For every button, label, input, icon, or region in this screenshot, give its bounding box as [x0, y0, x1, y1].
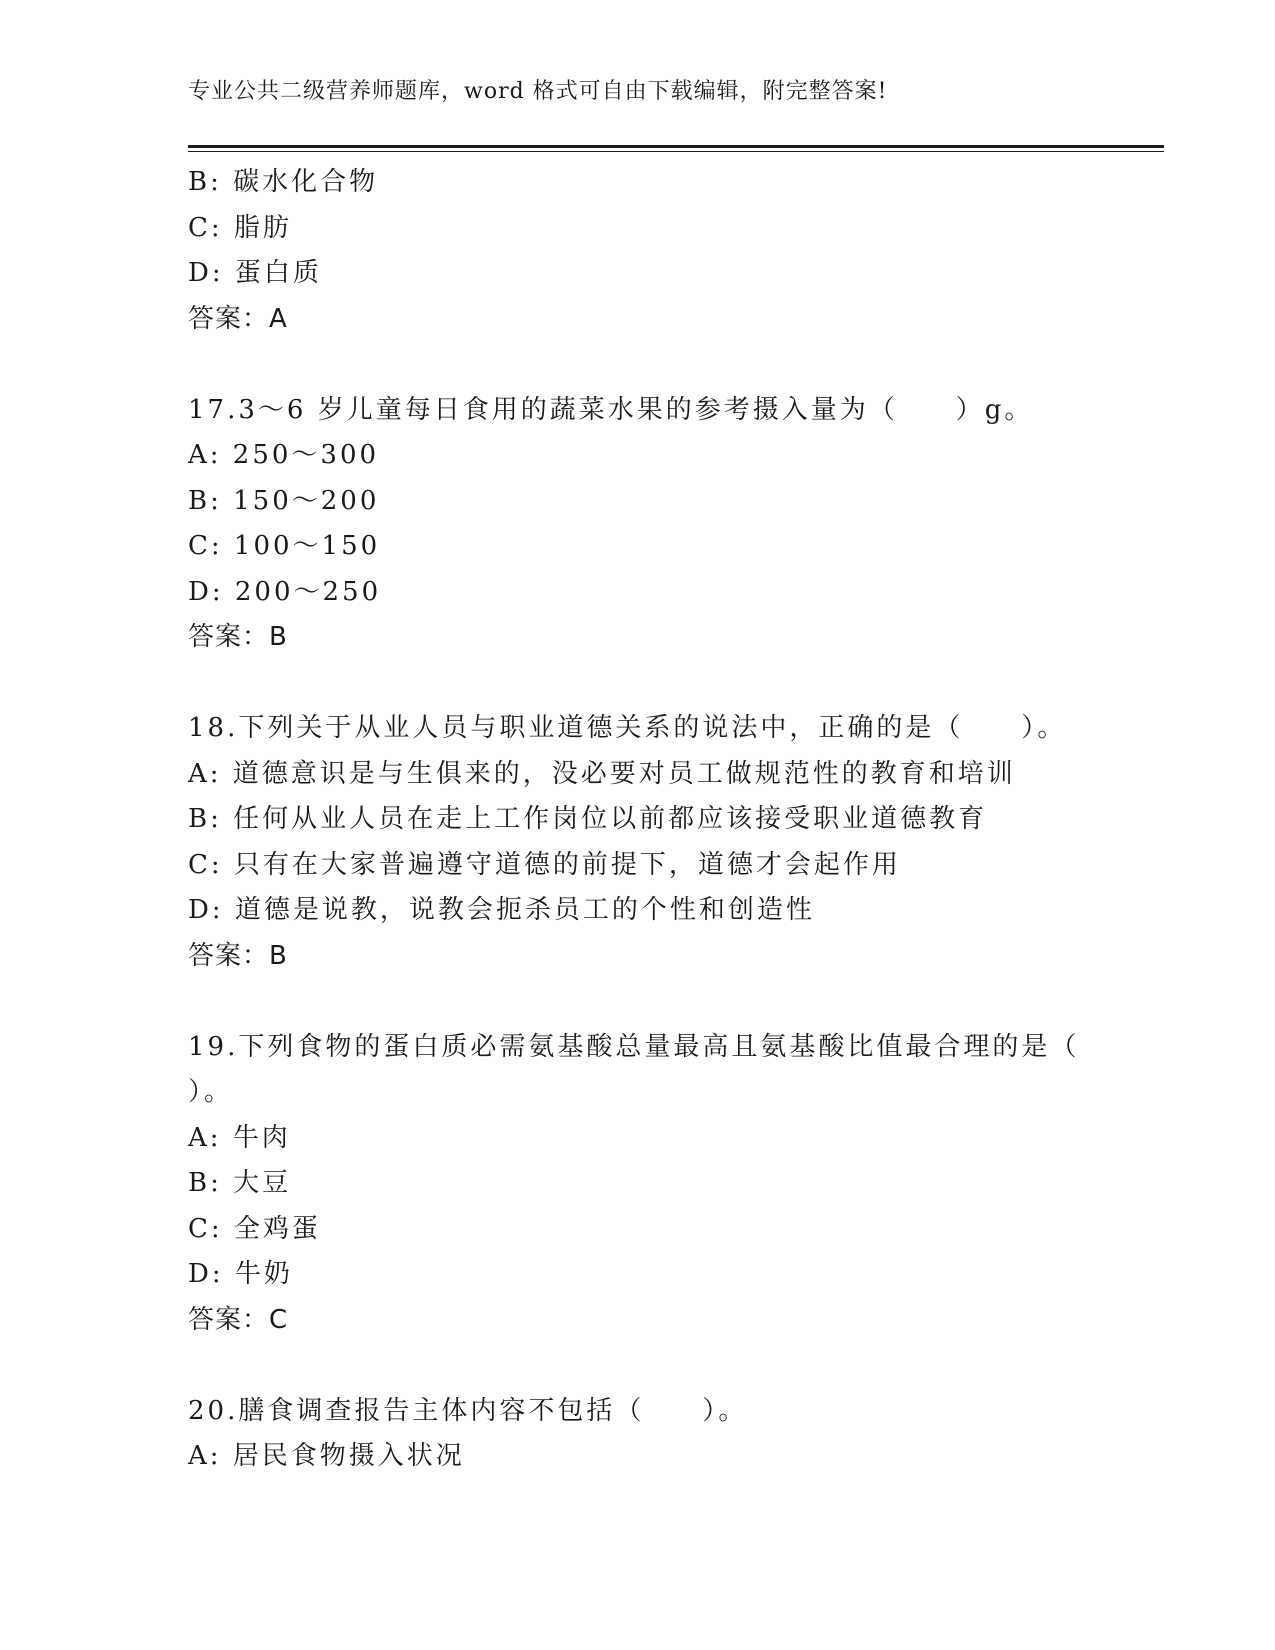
option-a: A: 250～300 — [188, 440, 380, 470]
option-a: A: 牛肉 — [188, 1122, 291, 1153]
answer-line: 答案：A — [188, 303, 288, 334]
question-18 — [188, 706, 1148, 979]
answer-line: 答案：C — [188, 1304, 289, 1335]
spacer — [188, 342, 1148, 388]
spacer — [188, 979, 1148, 1025]
question-stem-line-1: 19.下列食物的蛋白质必需氨基酸总量最高且氨基酸比值最合理的是（ — [188, 1031, 1080, 1062]
option-d: D: 200～250 — [188, 576, 382, 607]
option-a: A: 道德意识是与生俱来的，没必要对员工做规范性的教育和培训 — [188, 758, 1016, 789]
option-c: C: 脂肪 — [188, 212, 292, 243]
page-header: 专业公共二级营养师题库，word 格式可自由下载编辑，附完整答案! — [188, 79, 888, 104]
answer-line: 答案：B — [188, 622, 288, 652]
header-rule-thin — [188, 151, 1164, 152]
option-c: C: 100～150 — [188, 531, 381, 561]
question-17 — [188, 388, 1148, 661]
question-19 — [188, 1025, 1148, 1344]
spacer — [188, 1343, 1148, 1389]
answer-line: 答案：B — [188, 940, 288, 971]
question-stem: 20.膳食调查报告主体内容不包括（ ）。 — [188, 1395, 748, 1426]
spacer — [188, 661, 1148, 707]
option-d: D: 道德是说教，说教会扼杀员工的个性和创造性 — [188, 895, 815, 925]
option-c: C: 只有在大家普遍遵守道德的前提下，道德才会起作用 — [188, 849, 901, 880]
question-stem-line-2: ）。 — [188, 1077, 234, 1107]
option-b: B: 大豆 — [188, 1168, 292, 1198]
question-stem: 17.3～6 岁儿童每日食用的蔬菜水果的参考摄入量为（ ）g。 — [188, 394, 1034, 425]
prev-question — [188, 160, 1148, 342]
option-b: B: 任何从业人员在走上工作岗位以前都应该接受职业道德教育 — [188, 804, 988, 834]
question-stem: 18.下列关于从业人员与职业道德关系的说法中，正确的是（ ）。 — [188, 713, 1067, 743]
option-c: C: 全鸡蛋 — [188, 1213, 321, 1244]
header-rule-thick — [188, 145, 1164, 148]
question-20 — [188, 1389, 1148, 1480]
option-d: D: 牛奶 — [188, 1259, 293, 1289]
option-b: B: 碳水化合物 — [188, 167, 379, 197]
option-b: B: 150～200 — [188, 485, 380, 516]
question-content — [188, 160, 1148, 1480]
option-d: D: 蛋白质 — [188, 258, 322, 288]
option-a: A: 居民食物摄入状况 — [188, 1441, 465, 1471]
